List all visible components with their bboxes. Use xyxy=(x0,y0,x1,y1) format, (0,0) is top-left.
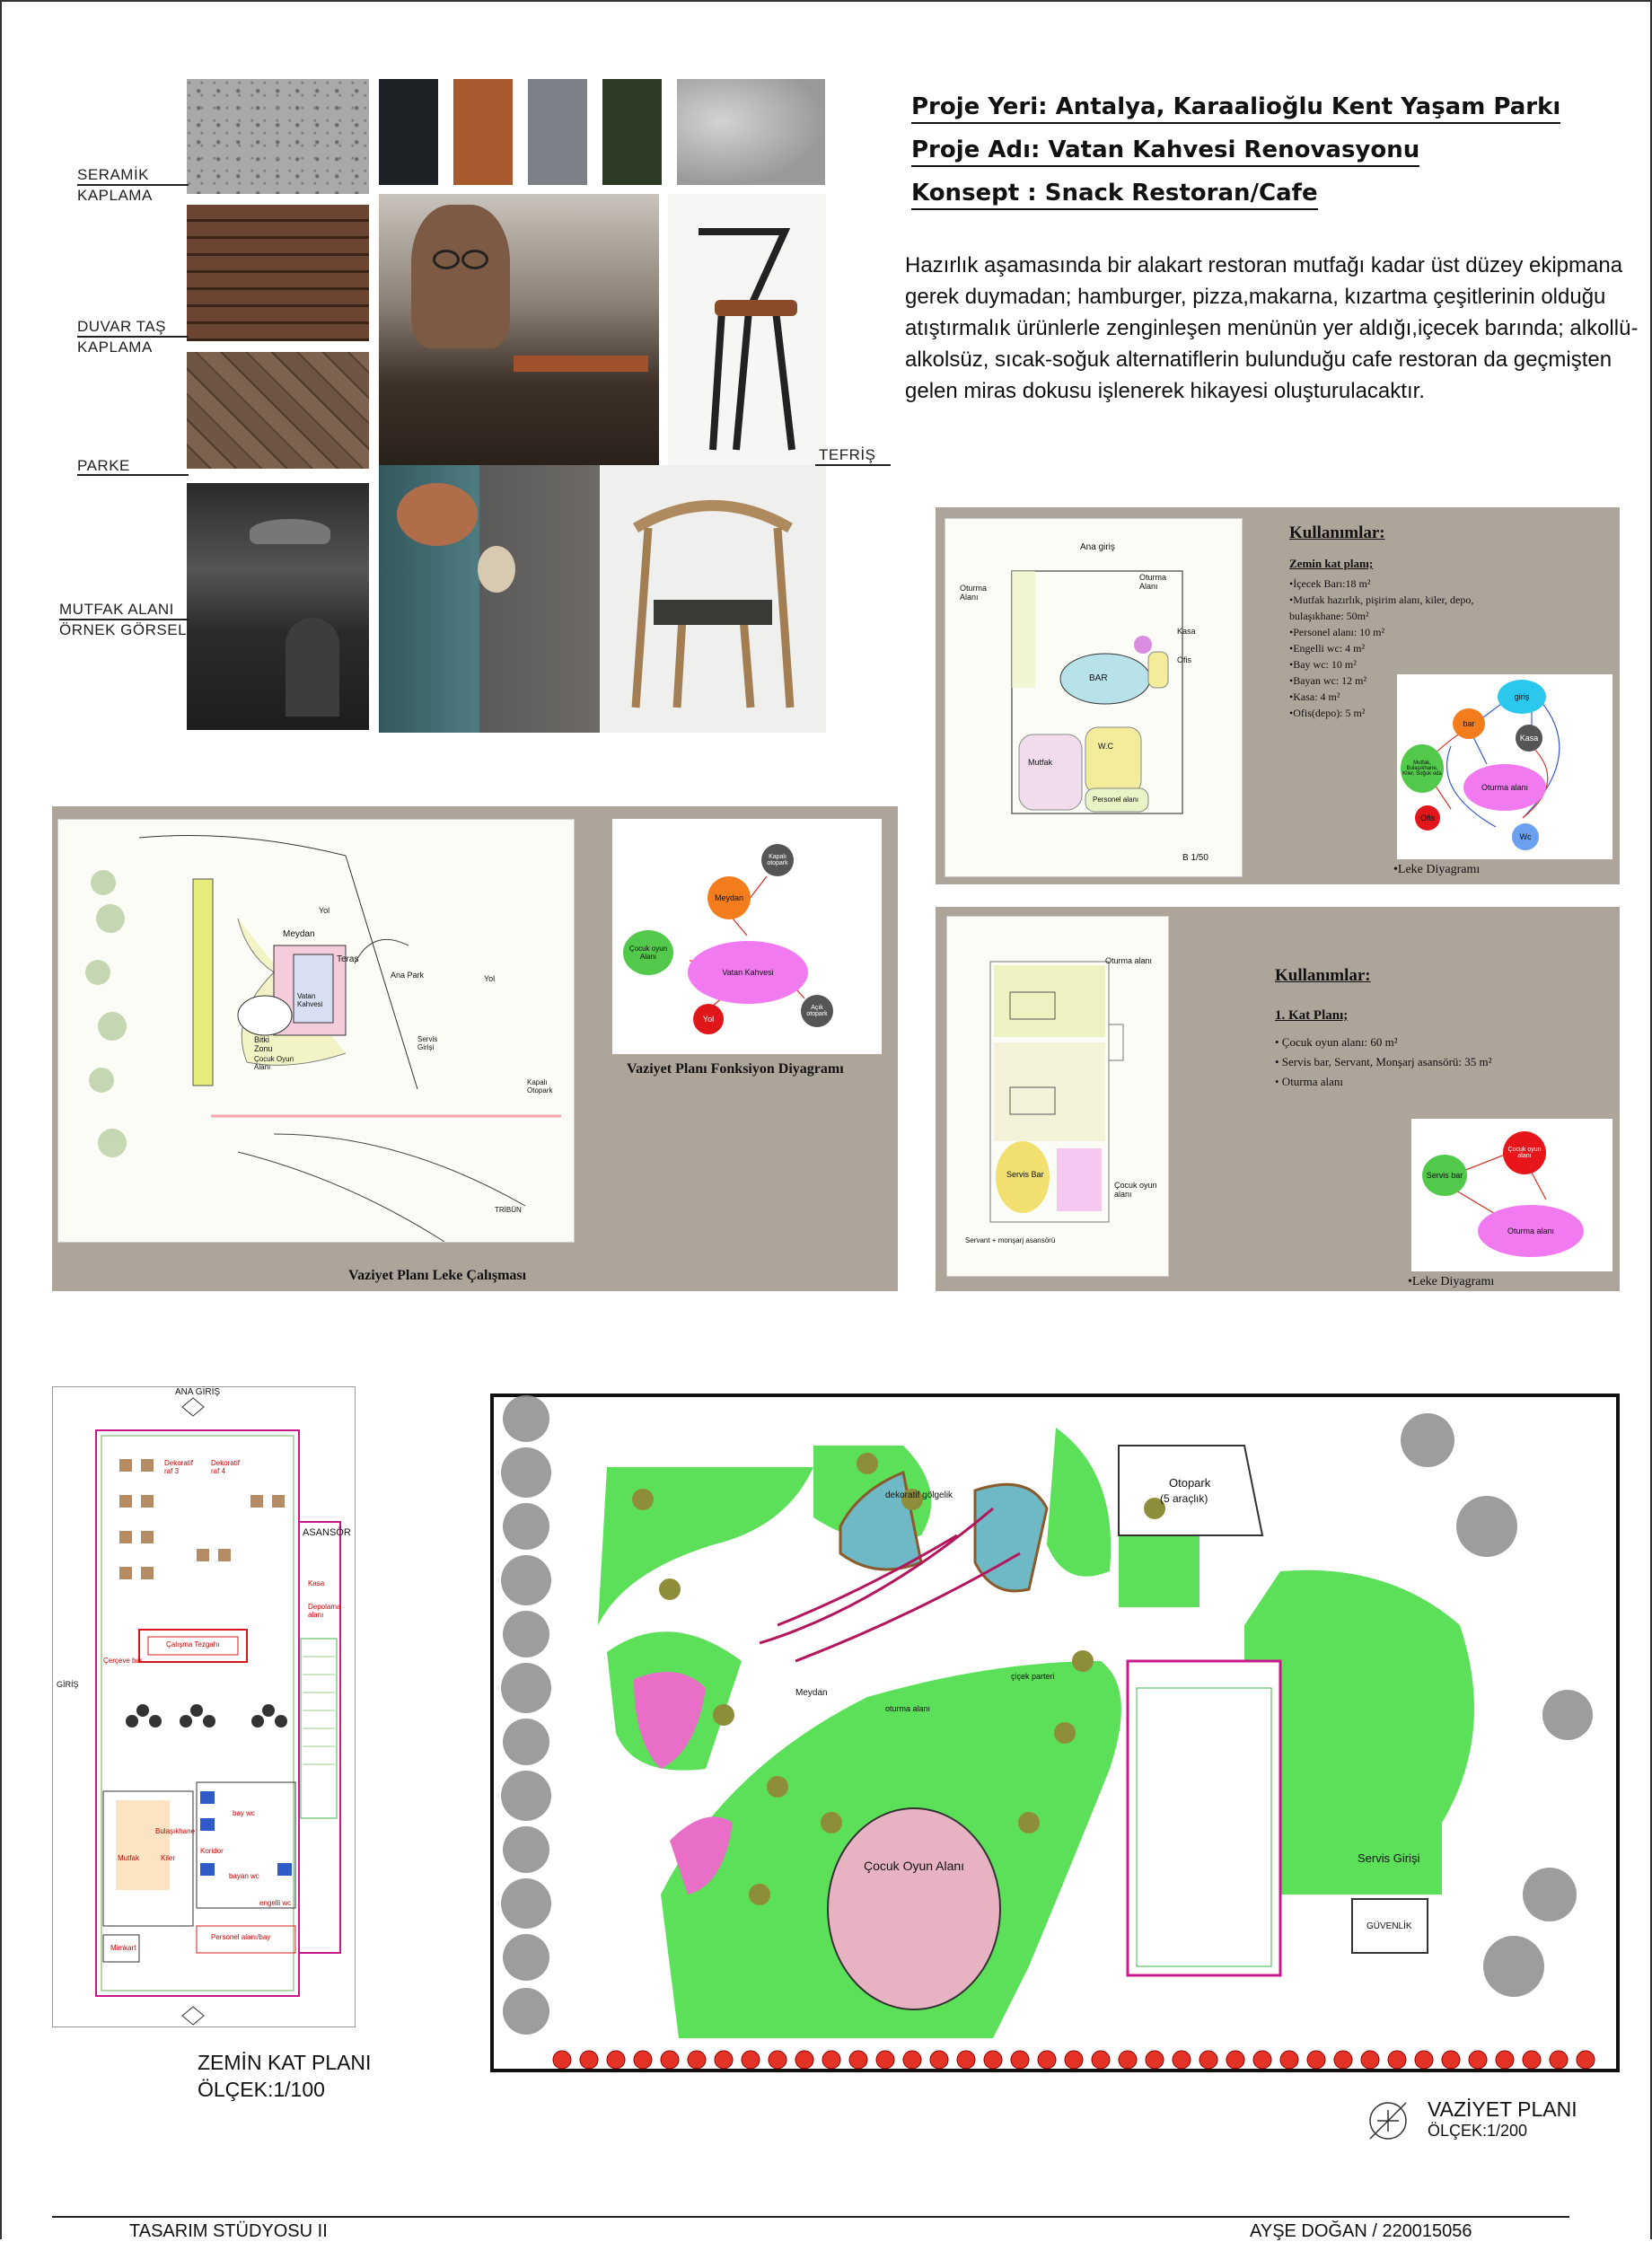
kitchen-label-2: ÖRNEK GÖRSEL xyxy=(59,621,188,638)
bubble-vatan-kahvesi: Vatan Kahvesi xyxy=(688,941,808,1004)
kat1-sketch-servant: Servant + monşarj asansörü xyxy=(965,1236,1056,1244)
zemin-usage-subtitle: Zemin kat planı; xyxy=(1289,557,1374,570)
footer-author: AYŞE DOĞAN / 220015056 xyxy=(1250,2221,1472,2241)
bubble-kat1-seating: Oturma alanı xyxy=(1478,1205,1584,1257)
sketch-scale: B 1/50 xyxy=(1182,853,1208,863)
site-label-parking: Otopark xyxy=(1169,1476,1211,1490)
zemin-usage-item: •Personel alanı: 10 m² xyxy=(1289,626,1385,638)
bubble-cocuk-oyun: Çocuk oyun Alanı xyxy=(623,930,673,975)
project-description: Hazırlık aşamasında bir alakart restoran mutfağı kadar üst düzey ekipmana gerek duymadan; hamburger, pizza,makarna, kızartma çeşitlerinin olduğu atıştırmalık ürünlerle zenginleşen menünün yer aldığı,içecek barında; alkollü-alkolsüz, sıcak-soğuk alternatiflerin bulunduğu cafe restoran da geçmişten gelen miras dokusu işlenerek hikayesi oluşturulacaktır. xyxy=(905,253,1639,403)
ground-label-koridor: Koridor xyxy=(200,1847,224,1855)
project-name: Proje Adı: Vatan Kahvesi Renovasyonu xyxy=(911,136,1419,167)
kat1-usage-subtitle: 1. Kat Planı; xyxy=(1275,1008,1349,1023)
ground-plan-scale: ÖLÇEK:1/100 xyxy=(198,2078,325,2101)
zemin-usage-item: •İçecek Barı:18 m² xyxy=(1289,577,1371,590)
site-label-meydan: Meydan xyxy=(795,1688,828,1698)
vaz-label-teras: Teras xyxy=(337,954,359,964)
zemin-usage-item: •Bayan wc: 12 m² xyxy=(1289,674,1367,687)
vaziyet-bubble-diagram xyxy=(612,819,882,1054)
vaziyet-sketch-board xyxy=(52,806,898,1291)
plaster-swatch xyxy=(677,79,825,185)
ceramic-label-2: KAPLAMA xyxy=(77,187,153,204)
site-label-parking-cap: (5 araçlık) xyxy=(1160,1492,1208,1505)
bubble-play-area: Çocuk oyun alanı xyxy=(1503,1131,1546,1174)
wall-label-2: KAPLAMA xyxy=(77,338,153,356)
zemin-usage-board xyxy=(936,507,1620,884)
sketch-label-seating-right: Oturma Alanı xyxy=(1139,573,1167,591)
site-plan xyxy=(490,1392,1620,2074)
sketch-label-wc: W.C xyxy=(1098,742,1113,751)
north-arrow-icon xyxy=(1365,2097,1411,2144)
sketch-label-entry: Ana giriş xyxy=(1080,542,1115,552)
ceramic-swatch xyxy=(187,79,369,194)
palette-swatch-grey xyxy=(528,79,587,185)
vaz-label-meydan: Meydan xyxy=(283,929,315,939)
sketch-label-ofis: Ofis xyxy=(1177,655,1192,664)
vaziyet-sketch-caption: Vaziyet Planı Leke Çalışması xyxy=(348,1268,527,1283)
brick-swatch xyxy=(187,205,369,341)
bubble-kitchen: Mutfak, Bulaşıkhane, Kiler, Soğuk oda xyxy=(1401,744,1444,793)
ground-label-engelli: engelli wc xyxy=(259,1899,292,1907)
ground-entrance-label: ANA GİRİŞ xyxy=(175,1387,221,1397)
palette-swatch-rust xyxy=(453,79,513,185)
vaz-label-otopark: Kapalı Otopark xyxy=(527,1078,553,1095)
sketch-label-bar: BAR xyxy=(1089,673,1108,683)
bubble-seating: Oturma alanı xyxy=(1463,764,1546,811)
zemin-usage-title: Kullanımlar: xyxy=(1289,523,1385,542)
zemin-usage-item: •Mutfak hazırlık, pişirim alanı, kiler, depo, bulaşıkhane: 50m² xyxy=(1289,593,1474,622)
project-concept: Konsept : Snack Restoran/Cafe xyxy=(911,180,1318,210)
parquet-label: PARKE xyxy=(77,457,130,474)
vaz-label-vatan: Vatan Kahvesi xyxy=(297,992,323,1008)
kat1-sketch-seating: Oturma alanı xyxy=(1105,956,1153,965)
wooden-chair-photo xyxy=(600,465,826,733)
bubble-servis-bar: Servis bar xyxy=(1422,1155,1467,1196)
zemin-bubble-caption: •Leke Diyagramı xyxy=(1393,863,1481,876)
bubble-kasa: Kasa xyxy=(1516,725,1542,752)
ceramic-label-1: SERAMİK xyxy=(77,166,150,183)
sketch-label-kasa: Kasa xyxy=(1177,627,1196,636)
kat1-usage-title: Kullanımlar: xyxy=(1275,966,1371,985)
zemin-bubble-diagram xyxy=(1397,674,1612,859)
vaz-label-anapark: Ana Park xyxy=(391,971,425,980)
wall-label-1: DUVAR TAŞ xyxy=(77,318,166,335)
zemin-usage-item: •Ofis(depo): 5 m² xyxy=(1289,707,1366,719)
palette-swatch-green xyxy=(602,79,662,185)
elevator-label: ASANSÖR xyxy=(303,1527,351,1538)
bubble-office: Ofis xyxy=(1415,805,1440,831)
ground-floor-plan xyxy=(52,1386,356,2027)
kitchen-label-1: MUTFAK ALANI xyxy=(59,601,174,618)
ground-plan-title: ZEMİN KAT PLANI xyxy=(198,2051,372,2074)
ground-label-tezgah: Çalışma Tezgahı xyxy=(166,1640,220,1649)
ground-label-kiler: Kiler xyxy=(161,1854,176,1862)
kat1-bubble-diagram xyxy=(1411,1119,1612,1271)
vaz-label-yol-1: Yol xyxy=(319,906,330,915)
zemin-usage-item: •Bay wc: 10 m² xyxy=(1289,658,1357,671)
ground-label-baywc: bay wc xyxy=(233,1809,255,1817)
zemin-usage-item: •Engelli wc: 4 m² xyxy=(1289,642,1366,655)
bubble-yol: Yol xyxy=(693,1004,724,1034)
ground-label-kasa: Kasa xyxy=(308,1579,325,1587)
palette-swatch-dark xyxy=(379,79,438,185)
vaz-label-tribun: TRİBÜN xyxy=(495,1206,522,1214)
bar-stool-photo xyxy=(668,194,826,465)
tiles-photo xyxy=(379,465,600,733)
footer-rule xyxy=(52,2216,1569,2218)
sketch-label-staff: Personel alanı xyxy=(1093,796,1139,804)
ground-label-personel: Personel alanı/bay xyxy=(211,1933,271,1941)
kat1-sketch-paper xyxy=(946,916,1169,1277)
ground-label-bulasik: Bulaşıkhane xyxy=(155,1827,196,1835)
ground-label-cerceve: Çerçeve bar xyxy=(103,1657,143,1665)
site-label-flowers: çiçek parteri xyxy=(1011,1672,1055,1681)
tefris-underline xyxy=(815,464,891,466)
tefris-label: TEFRİŞ xyxy=(819,446,876,463)
vaziyet-diagram-caption: Vaziyet Planı Fonksiyon Diyagramı xyxy=(627,1061,844,1077)
ground-label-mutfak: Mutfak xyxy=(118,1854,140,1862)
kat1-sketch-play: Çocuk oyun alanı xyxy=(1114,1181,1157,1199)
vaz-label-cocuk: Çocuk Oyun Alanı xyxy=(254,1055,294,1071)
vaz-label-servis: Servis Girişi xyxy=(417,1035,438,1051)
kat1-usage-item: • Çocuk oyun alanı: 60 m² xyxy=(1275,1035,1398,1049)
bubble-acik-otopark: Açık otopark xyxy=(801,995,833,1027)
ground-label-bayanwc: bayan wc xyxy=(229,1872,259,1880)
bubble-kapali-otopark: Kapalı otopark xyxy=(761,844,794,876)
ground-label-mimkart: Mimkart xyxy=(110,1944,136,1952)
parquet-underline xyxy=(77,474,189,476)
kat1-bubble-caption: •Leke Diyagramı xyxy=(1408,1275,1495,1288)
kat1-usage-item: • Servis bar, Servant, Monşarj asansörü: 35 m² xyxy=(1275,1055,1492,1068)
vaz-label-yol-2: Yol xyxy=(484,974,496,983)
site-plan-scale: ÖLÇEK:1/200 xyxy=(1428,2122,1528,2140)
kat1-sketch-servisbar: Servis Bar xyxy=(1006,1170,1044,1179)
ground-label-depo: Depolama alanı xyxy=(308,1603,341,1619)
bubble-bar: bar xyxy=(1453,708,1485,739)
kitchen-photo xyxy=(187,483,369,730)
zemin-usage-item: •Kasa: 4 m² xyxy=(1289,690,1340,703)
bubble-wc: Wc xyxy=(1512,823,1539,850)
vaziyet-sketch-paper xyxy=(57,819,575,1243)
zemin-sketch-paper xyxy=(945,518,1243,877)
ground-label-raf3: Dekoratif raf 3 xyxy=(164,1459,194,1475)
ground-label-raf4: Dekoratif raf 4 xyxy=(211,1459,241,1475)
sketch-label-seating-left: Oturma Alanı xyxy=(960,584,988,602)
site-plan-title: VAZİYET PLANI xyxy=(1428,2097,1577,2121)
sketch-label-kitchen: Mutfak xyxy=(1028,758,1053,767)
site-label-canopy: dekoratif gölgelik xyxy=(885,1490,953,1500)
bubble-meydan: Meydan xyxy=(707,876,751,919)
site-label-service: Servis Girişi xyxy=(1358,1851,1420,1865)
bubble-entry: giriş xyxy=(1498,680,1546,714)
site-label-seating: oturma alanı xyxy=(885,1704,931,1713)
vaz-label-bitki: Bitki Zonu xyxy=(254,1035,273,1053)
ground-side-entrance-label: GİRİŞ xyxy=(57,1680,79,1689)
kat1-usage-board xyxy=(936,907,1620,1291)
footer-course: TASARIM STÜDYOSU II xyxy=(129,2221,328,2241)
site-label-play: Çocuk Oyun Alanı xyxy=(864,1859,965,1873)
parquet-swatch xyxy=(187,352,369,469)
site-label-security: GÜVENLİK xyxy=(1366,1921,1412,1931)
interior-photo xyxy=(379,194,659,465)
kat1-usage-item: • Oturma alanı xyxy=(1275,1075,1344,1088)
project-location: Proje Yeri: Antalya, Karaalioğlu Kent Yaşam Parkı xyxy=(911,93,1560,124)
